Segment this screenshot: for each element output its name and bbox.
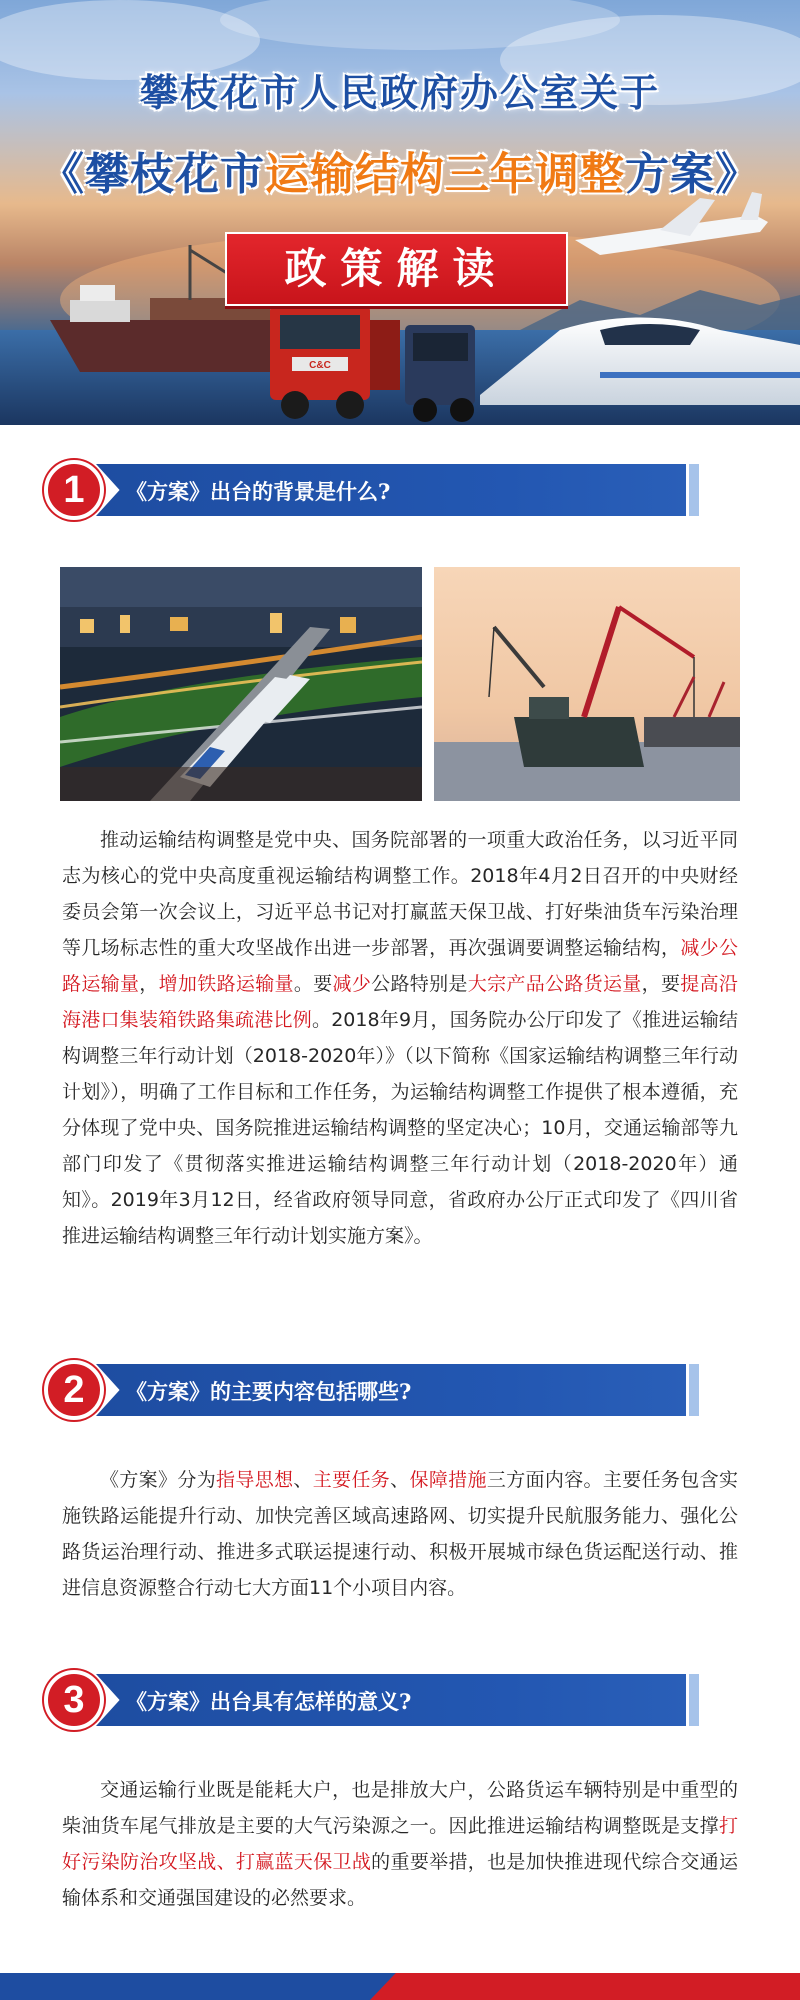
body-text: 、 xyxy=(293,1469,313,1491)
section-3-body xyxy=(62,1772,738,1916)
section-2-body xyxy=(62,1462,738,1606)
body-text: ， xyxy=(139,973,159,995)
section-3-header xyxy=(44,1672,700,1730)
section-number-badge: 3 xyxy=(44,1670,104,1730)
hero-title-line2 xyxy=(0,138,800,202)
body-text: 《方案》分为 xyxy=(100,1469,217,1491)
highlight-text: 减少 xyxy=(332,973,372,995)
photo-city-rail xyxy=(60,567,422,801)
highlight-text: 指导思想 xyxy=(216,1469,294,1491)
body-text: 。要 xyxy=(293,973,333,995)
hero-title-close-bracket: 》 xyxy=(715,149,760,200)
section-title: 《方案》出台的背景是什么? xyxy=(126,479,391,504)
body-text: 、 xyxy=(390,1469,410,1491)
highlight-text: 提高沿海港口集装箱铁路集疏港比例 xyxy=(62,973,738,1031)
hero-title-prefix: 攀枝花市 xyxy=(85,149,265,200)
section-header-tail xyxy=(689,1674,699,1726)
port-photo-illustration xyxy=(434,567,740,801)
section-title: 《方案》的主要内容包括哪些? xyxy=(126,1379,412,1404)
hero-title-highlight: 运输结构三年调整 xyxy=(265,149,625,200)
hero-title-open-bracket: 《 xyxy=(40,149,85,200)
footer-stripe xyxy=(0,1973,800,2000)
body-text: ，要 xyxy=(641,973,681,995)
body-text: 的重要举措，也是加快推进现代综合交通运输体系和交通强国建设的必然要求。 xyxy=(62,1851,738,1909)
photo-port-ship xyxy=(434,567,740,801)
body-text: 公路特别是 xyxy=(371,973,468,995)
highlight-text: 大宗产品公路货运量 xyxy=(467,973,642,995)
section-1-header xyxy=(44,462,700,520)
highlight-text: 减少公路运输量 xyxy=(62,937,738,995)
highlight-text: 主要任务 xyxy=(312,1469,391,1491)
rail-photo-illustration xyxy=(60,567,422,801)
hero-banner xyxy=(0,0,800,425)
body-text: 三方面内容。主要任务包含实施铁路运能提升行动、加快完善区域高速路网、切实提升民航服务能力、强化公路货运治理行动、推进多式联运提速行动、积极开展城市绿色货运配送行动、推进信息资源整合行动七大方面11个小项目内容。 xyxy=(62,1469,738,1599)
truck-logo: C&C xyxy=(309,360,331,371)
hero-title-line1: 攀枝花市人民政府办公室关于 xyxy=(139,71,660,115)
section-2-header xyxy=(44,1362,700,1420)
body-text: 交通运输行业既是能耗大户，也是排放大户，公路货运车辆特别是中重型的柴油货车尾气排放是主要的大气污染源之一。因此推进运输结构调整既是支撑 xyxy=(62,1779,738,1837)
highlight-text: 打好污染防治攻坚战、打赢蓝天保卫战 xyxy=(62,1815,738,1873)
section-number-badge: 1 xyxy=(44,460,104,520)
section-header-tail xyxy=(689,464,699,516)
body-text: 推动运输结构调整是党中央、国务院部署的一项重大政治任务，以习近平同志为核心的党中央高度重视运输结构调整工作。2018年4月2日召开的中央财经委员会第一次会议上，习近平总书记对打赢蓝天保卫战、打好柴油货车污染治理等几场标志性的重大攻坚战作出进一步部署，再次强调要调整运输结构， xyxy=(62,829,738,959)
section-number-badge: 2 xyxy=(44,1360,104,1420)
hero-title-suffix: 方案 xyxy=(625,149,715,200)
highlight-text: 增加铁路运输量 xyxy=(158,973,294,995)
section-1-body xyxy=(62,822,738,1254)
body-text: 。2018年9月，国务院办公厅印发了《推进运输结构调整三年行动计划（2018-2020年）》（以下简称《国家运输结构调整三年行动计划》），明确了工作目标和工作任务，为运输结构调整工作提供了根本遵循，充分体现了党中央、国务院推进运输结构调整的坚定决心；10月，交通运输部等九部门印发了《贯彻落实推进运输结构调整三年行动计划（2018-2020年）通知》。2019年3月12日，经省政府领导同意，省政府办公厅正式印发了《四川省推进运输结构调整三年行动计划实施方案》。 xyxy=(62,1009,738,1247)
section-header-tail xyxy=(689,1364,699,1416)
footer-red-segment xyxy=(370,1973,800,2000)
section-title: 《方案》出台具有怎样的意义? xyxy=(126,1689,412,1714)
policy-interpretation-badge: 政策解读 xyxy=(225,232,568,306)
highlight-text: 保障措施 xyxy=(409,1469,487,1491)
